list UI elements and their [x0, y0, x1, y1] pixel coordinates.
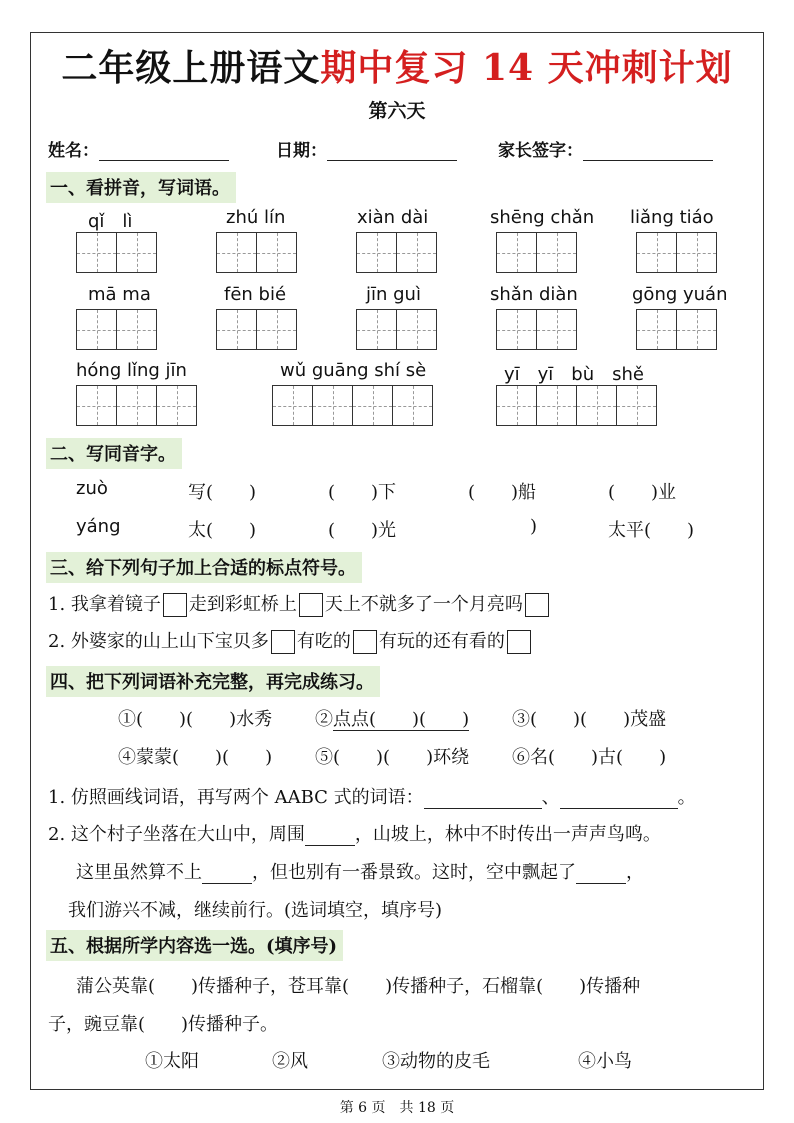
homophone-blank[interactable]: ( )船: [468, 482, 537, 503]
punct-box[interactable]: [507, 630, 531, 654]
section-5-heading: 五、根据所学内容选一选。(填序号): [46, 930, 343, 961]
page-footer: 第 6 页 共 18 页: [339, 1100, 455, 1116]
pinyin-item: hóng lǐng jīn: [76, 360, 187, 381]
writing-grid[interactable]: [76, 309, 157, 350]
homophone-blank[interactable]: 写( ): [188, 482, 257, 503]
choose-line-1[interactable]: 蒲公英靠( )传播种子，苍耳靠( )传播种子，石榴靠( )传播种: [76, 976, 641, 997]
writing-grid[interactable]: [216, 309, 297, 350]
pinyin-item: qǐ lì: [88, 211, 133, 232]
pinyin-item: xiàn dài: [357, 207, 429, 228]
section-1-heading: 一、看拼音，写词语。: [46, 172, 236, 203]
punct-box[interactable]: [353, 630, 377, 654]
choose-line-2[interactable]: 子，豌豆靠( )传播种子。: [48, 1014, 279, 1035]
answer-blank[interactable]: [305, 827, 355, 846]
option-item: ②风: [272, 1051, 308, 1072]
pinyin-zuo: zuò: [76, 478, 108, 499]
pinyin-item: mā ma: [88, 284, 151, 305]
exercise-2-line-2: 这里虽然算不上 ，但也别有一番景致。这时，空中飘起了 ，: [76, 862, 644, 883]
writing-grid[interactable]: [496, 309, 577, 350]
writing-grid[interactable]: [636, 309, 717, 350]
homophone-blank[interactable]: 太( ): [188, 520, 257, 541]
option-item: ④小鸟: [578, 1051, 632, 1072]
writing-grid[interactable]: [636, 232, 717, 273]
punct-box[interactable]: [525, 593, 549, 617]
exercise-2-line-1: 2. 这个村子坐落在大山中，周围 ，山坡上，林中不时传出一声声鸟鸣。: [48, 824, 661, 845]
pinyin-item: liǎng tiáo: [630, 207, 714, 228]
writing-grid[interactable]: [216, 232, 297, 273]
pinyin-item: gōng yuán: [632, 284, 728, 305]
option-item: ①太阳: [145, 1051, 199, 1072]
date-field: 日期：: [276, 136, 457, 161]
option-item: ③动物的皮毛: [382, 1051, 490, 1072]
homophone-blank[interactable]: ( )光: [328, 520, 397, 541]
section-3-heading: 三、给下列句子加上合适的标点符号。: [46, 552, 362, 583]
answer-blank[interactable]: [424, 790, 542, 809]
parent-sign-field: 家长签字：: [498, 136, 713, 161]
parent-sign-blank[interactable]: [583, 142, 713, 161]
date-blank[interactable]: [327, 142, 457, 161]
pinyin-item: fēn bié: [224, 284, 287, 305]
writing-grid[interactable]: [272, 385, 433, 426]
writing-grid[interactable]: [496, 385, 657, 426]
punct-sentence-1: 1. 我拿着镜子 走到彩虹桥上 天上不就多了一个月亮吗: [48, 590, 551, 617]
word-item[interactable]: ⑥名( )古( ): [512, 747, 667, 768]
pinyin-item: shēng chǎn: [490, 207, 595, 228]
punct-box[interactable]: [163, 593, 187, 617]
exercise-1: 1. 仿照画线词语，再写两个 AABC 式的词语： 、 。: [48, 787, 696, 808]
word-item[interactable]: ③( )( )茂盛: [512, 709, 667, 730]
day-subtitle: 第六天: [368, 100, 426, 122]
name-field: 姓名：: [48, 136, 229, 161]
name-blank[interactable]: [99, 142, 229, 161]
punct-box[interactable]: [271, 630, 295, 654]
punct-box[interactable]: [299, 593, 323, 617]
exercise-2-line-3: 我们游兴不减，继续前行。(选词填空，填序号): [68, 900, 443, 921]
word-item[interactable]: ②点点( )( ): [315, 709, 470, 730]
writing-grid[interactable]: [76, 232, 157, 273]
pinyin-item: jīn guì: [366, 284, 421, 305]
writing-grid[interactable]: [76, 385, 197, 426]
page-title: 二年级上册语文期中复习 14 天冲刺计划: [61, 47, 733, 89]
section-2-heading: 二、写同音字。: [46, 438, 182, 469]
writing-grid[interactable]: [356, 232, 437, 273]
section-4-heading: 四、把下列词语补充完整，再完成练习。: [46, 666, 380, 697]
homophone-blank[interactable]: 太平( ): [608, 520, 695, 541]
pinyin-item: shǎn diàn: [490, 284, 578, 305]
pinyin-item: yī yī bù shě: [504, 364, 645, 385]
homophone-blank[interactable]: ( )下: [328, 482, 397, 503]
writing-grid[interactable]: [496, 232, 577, 273]
homophone-blank[interactable]: ( )业: [608, 482, 677, 503]
answer-blank[interactable]: [576, 865, 626, 884]
punct-sentence-2: 2. 外婆家的山上山下宝贝多 有吃的 有玩的还有看的: [48, 627, 533, 654]
pinyin-yang: yáng: [76, 516, 121, 537]
pinyin-item: zhú lín: [226, 207, 286, 228]
word-item[interactable]: ④蒙蒙( )( ): [118, 747, 273, 768]
underlined-word: 点点( )( ): [333, 709, 470, 730]
answer-blank[interactable]: [202, 865, 252, 884]
writing-grid[interactable]: [356, 309, 437, 350]
word-item[interactable]: ⑤( )( )环绕: [315, 747, 470, 768]
answer-blank[interactable]: [560, 790, 678, 809]
word-item[interactable]: ①( )( )水秀: [118, 709, 273, 730]
homophone-blank[interactable]: ): [530, 516, 538, 537]
pinyin-item: wǔ guāng shí sè: [280, 360, 427, 381]
